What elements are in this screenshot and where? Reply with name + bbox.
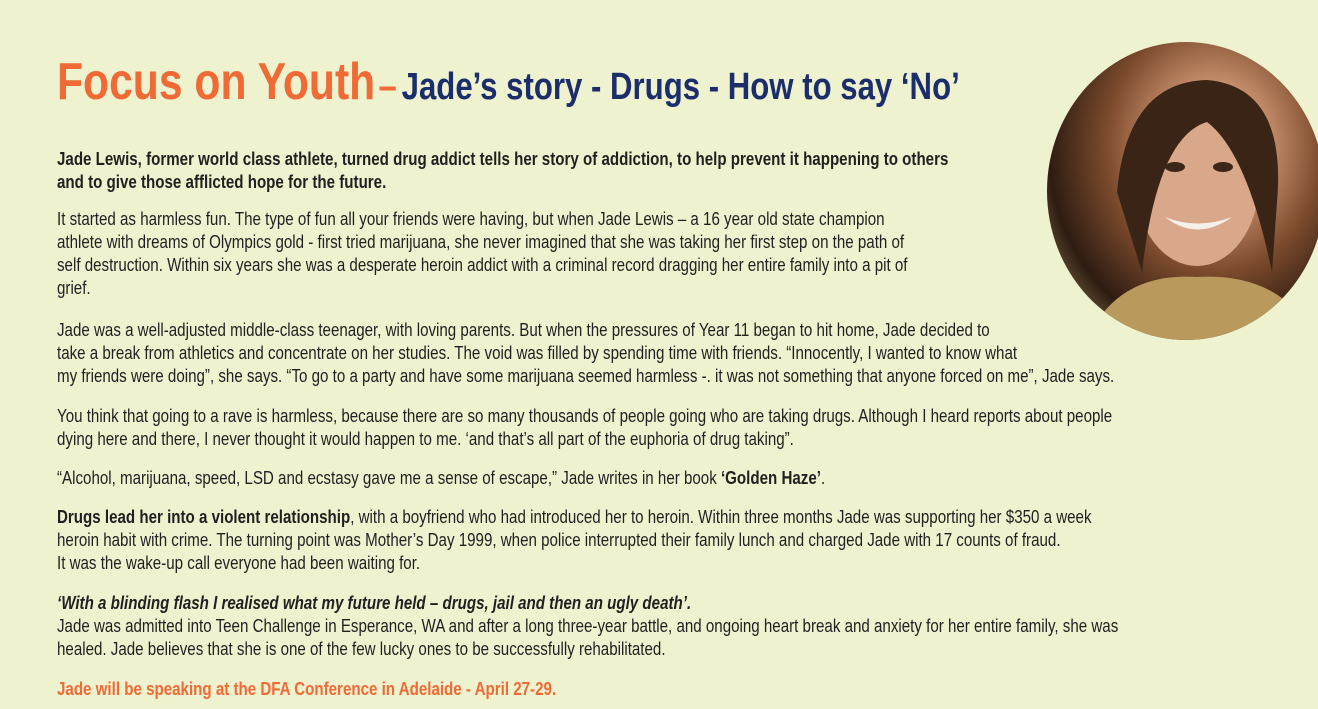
book-title: ‘Golden Haze’ — [720, 468, 821, 488]
paragraph-6 — [57, 592, 1118, 661]
paragraph-3 — [57, 405, 1112, 451]
article-title — [57, 52, 960, 112]
paragraph-5 — [57, 506, 1092, 575]
p1-line: athlete with dreams of Olympics gold - first tried marijuana, she never imagined that she was taking her first step on the path of — [57, 232, 905, 252]
title-subtitle: Jade’s story - Drugs - How to say ‘No’ — [401, 66, 960, 108]
p1-line: self destruction. Within six years she was a desperate heroin addict with a criminal record dragging her entire family into a pit of — [57, 255, 908, 275]
paragraph-4 — [57, 467, 825, 490]
conference-note: Jade will be speaking at the DFA Conference in Adelaide - April 27-29. — [57, 679, 557, 699]
title-dash: – — [378, 64, 397, 108]
quote-line: ‘With a blinding flash I realised what my future held – drugs, jail and then an ugly death’. — [57, 593, 692, 613]
p5-lead: Drugs lead her into a violent relationship — [57, 507, 351, 527]
p5-line: It was the wake-up call everyone had been waiting for. — [57, 553, 421, 573]
paragraph-1 — [57, 208, 907, 300]
title-main: Focus on Youth — [57, 53, 376, 111]
intro-line: Jade Lewis, former world class athlete, turned drug addict tells her story of addiction, to help prevent it happening to others — [57, 149, 949, 169]
p3-line: dying here and there, I never thought it would happen to me. ‘and that’s all part of the euphoria of drug taking”. — [57, 429, 794, 449]
portrait-photo — [1047, 42, 1318, 340]
p1-line: It started as harmless fun. The type of fun all your friends were having, but when Jade Lewis – a 16 year old state champion — [57, 209, 885, 229]
paragraph-2 — [57, 319, 1114, 388]
p1-line: grief. — [57, 278, 91, 298]
p6-line: healed. Jade believes that she is one of the few lucky ones to be successfully rehabilitated. — [57, 639, 666, 659]
p5-line: , with a boyfriend who had introduced her to heroin. Within three months Jade was supporting her $350 a week — [350, 507, 1092, 527]
p6-line: Jade was admitted into Teen Challenge in Esperance, WA and after a long three-year battle, and ongoing heart break and anxiety for her entire family, she was — [57, 616, 1119, 636]
intro-paragraph — [57, 148, 948, 194]
p4-text: “Alcohol, marijuana, speed, LSD and ecstasy gave me a sense of escape,” Jade writes in her book — [57, 468, 721, 488]
p2-line: my friends were doing”, she says. “To go to a party and have some marijuana seemed harmless -. it was not something that anyone forced on me”, Jade says. — [57, 366, 1115, 386]
p2-line: Jade was a well-adjusted middle-class teenager, with loving parents. But when the pressures of Year 11 began to hit home, Jade decided to — [57, 320, 990, 340]
portrait-illustration — [1047, 42, 1318, 340]
intro-line: and to give those afflicted hope for the future. — [57, 172, 387, 192]
p5-line: heroin habit with crime. The turning point was Mother’s Day 1999, when police interrupted their family lunch and charged Jade with 17 counts of fraud. — [57, 530, 1061, 550]
p2-line: take a break from athletics and concentrate on her studies. The void was filled by spending time with friends. “Innocently, I wanted to know what — [57, 343, 1018, 363]
p4-end: . — [820, 468, 826, 488]
p3-line: You think that going to a rave is harmless, because there are so many thousands of people going who are taking drugs. Although I heard reports about people — [57, 406, 1113, 426]
